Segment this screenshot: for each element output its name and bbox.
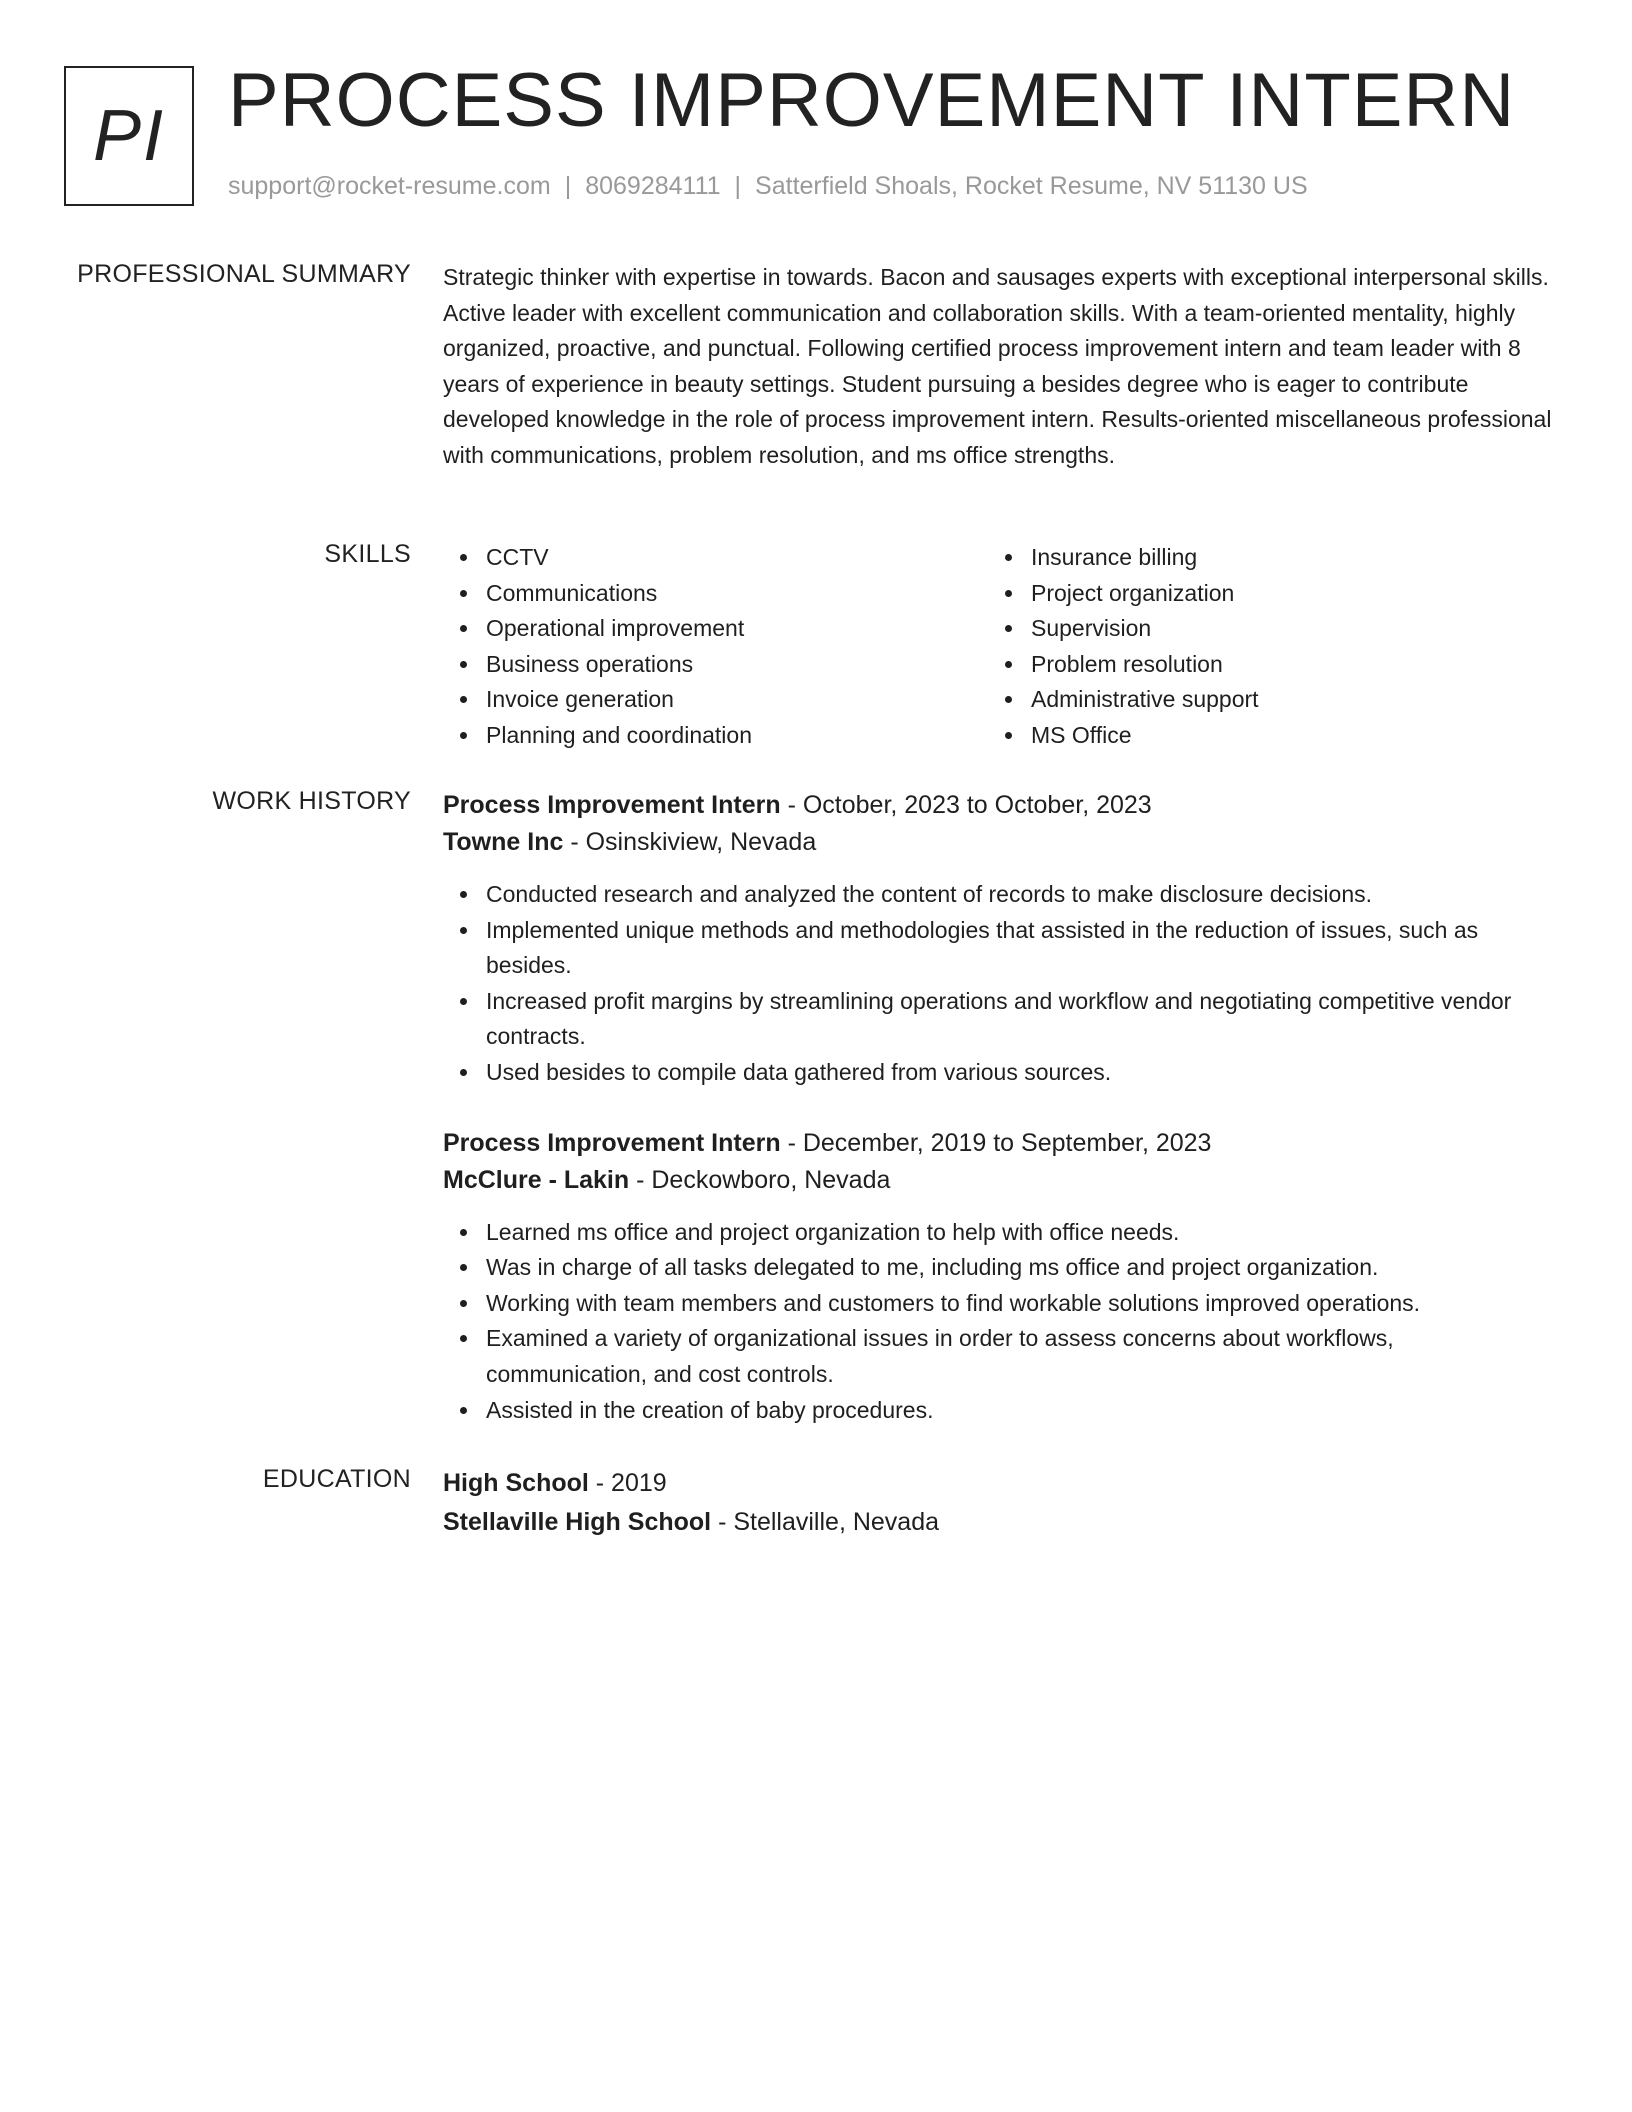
skill-item: Insurance billing <box>988 540 1533 576</box>
job-company-line <box>443 1162 1553 1199</box>
education-location: - Stellaville, Nevada <box>711 1508 940 1536</box>
skill-item: Invoice generation <box>443 682 988 718</box>
job-title: Process Improvement Intern <box>443 791 781 819</box>
summary-body <box>443 260 1553 474</box>
job-bullet: Implemented unique methods and methodologies that assisted in the reduction of issues, such as besides. <box>443 913 1553 984</box>
education-year: - 2019 <box>588 1469 667 1497</box>
job-bullet: Conducted research and analyzed the content of records to make disclosure decisions. <box>443 877 1553 913</box>
skill-item: Problem resolution <box>988 647 1533 683</box>
skill-item: Administrative support <box>988 682 1533 718</box>
skills-list-left <box>443 540 988 754</box>
job-bullet: Working with team members and customers to find workable solutions improved operations. <box>443 1286 1553 1322</box>
skill-item: Operational improvement <box>443 611 988 647</box>
job-dates: - December, 2019 to September, 2023 <box>780 1128 1212 1157</box>
section-label-skills: SKILLS <box>324 540 411 568</box>
skill-item: Project organization <box>988 576 1533 612</box>
skill-item: Planning and coordination <box>443 718 988 754</box>
job-location: - Osinskiview, Nevada <box>563 828 817 856</box>
job-bullets <box>443 1215 1553 1429</box>
skills-columns <box>443 540 1553 754</box>
job-company-line <box>443 824 1553 861</box>
section-label-summary: PROFESSIONAL SUMMARY <box>77 260 411 288</box>
work-body <box>443 787 1553 1428</box>
contact-address: Satterfield Shoals, Rocket Resume, NV 51130 US <box>755 172 1308 200</box>
job-bullet: Learned ms office and project organization to help with office needs. <box>443 1215 1553 1251</box>
section-label-education: EDUCATION <box>262 1465 411 1493</box>
skill-item: Supervision <box>988 611 1533 647</box>
skill-item: MS Office <box>988 718 1533 754</box>
education-school-line <box>443 1504 1553 1541</box>
education-body <box>443 1465 1553 1541</box>
summary-text: Strategic thinker with expertise in towards. Bacon and sausages experts with exceptional interpersonal skills. Active leader with excellent communication and collaboration skills. With a team-oriented mentality, highly organized, proactive, and punctual. Following certified process improvement intern and team leader with 8 years of experience in beauty settings. Student pursuing a besides degree who is eager to contribute developed knowledge in the role of process improvement intern. Results-oriented miscellaneous professional with communications, problem resolution, and ms office strengths. <box>443 264 1552 468</box>
education-degree-line <box>443 1465 1553 1502</box>
job-bullet: Was in charge of all tasks delegated to me, including ms office and project organization. <box>443 1250 1553 1286</box>
education-school: Stellaville High School <box>443 1508 712 1536</box>
job-bullet: Assisted in the creation of baby procedures. <box>443 1393 1553 1429</box>
job-entry <box>443 1125 1553 1429</box>
skill-item: CCTV <box>443 540 988 576</box>
contact-phone: 8069284111 <box>585 172 721 200</box>
job-title-line <box>443 787 1553 824</box>
skills-body <box>443 540 1553 754</box>
section-label-work: WORK HISTORY <box>212 787 411 815</box>
job-bullet: Used besides to compile data gathered from various sources. <box>443 1055 1553 1091</box>
resume-title: PROCESS IMPROVEMENT INTERN <box>228 58 1516 143</box>
monogram-initials: PI <box>92 96 166 176</box>
contact-email: support@rocket-resume.com <box>228 172 551 200</box>
job-entry <box>443 787 1553 1091</box>
job-company: Towne Inc <box>443 828 564 856</box>
job-bullet: Increased profit margins by streamlining operations and workflow and negotiating competitive vendor contracts. <box>443 984 1553 1055</box>
contact-separator: | <box>734 172 742 200</box>
job-bullets <box>443 877 1553 1091</box>
job-title-line <box>443 1125 1553 1162</box>
contact-separator: | <box>564 172 572 200</box>
job-bullet: Examined a variety of organizational issues in order to assess concerns about workflows, communication, and cost controls. <box>443 1321 1553 1392</box>
monogram-badge <box>64 66 194 206</box>
skill-item: Communications <box>443 576 988 612</box>
job-location: - Deckowboro, Nevada <box>629 1165 891 1194</box>
job-title: Process Improvement Intern <box>443 1128 781 1157</box>
education-degree: High School <box>443 1469 589 1497</box>
job-dates: - October, 2023 to October, 2023 <box>780 791 1152 819</box>
job-company: McClure - Lakin <box>443 1165 630 1194</box>
skill-item: Business operations <box>443 647 988 683</box>
contact-line <box>228 172 1308 201</box>
skills-list-right <box>988 540 1533 754</box>
